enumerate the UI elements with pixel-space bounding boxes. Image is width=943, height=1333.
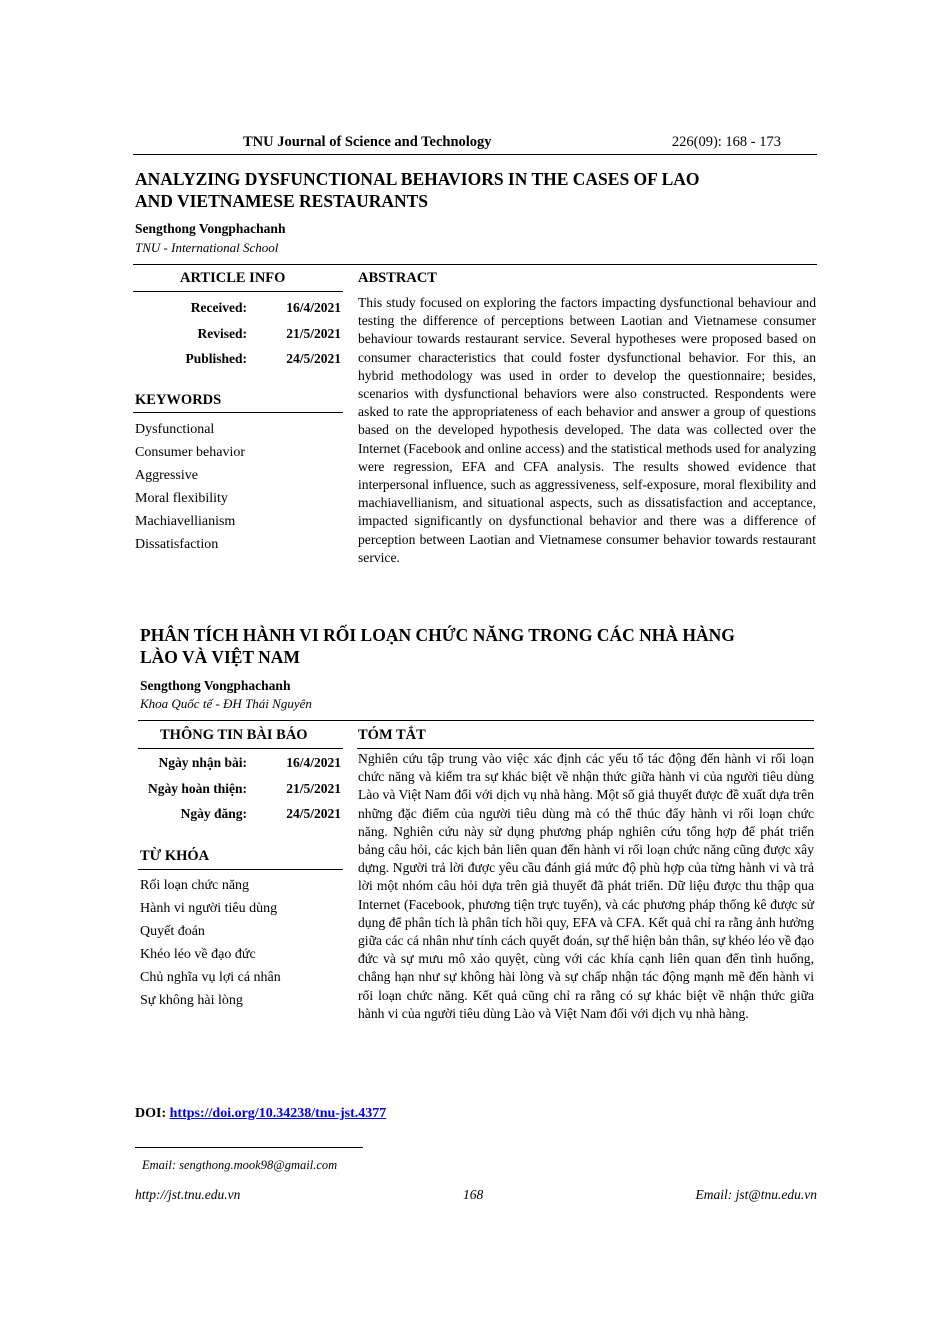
title-en: [135, 168, 815, 212]
doi-link[interactable]: https://doi.org/10.34238/tnu-jst.4377: [169, 1106, 387, 1121]
date-value: 24/5/2021: [286, 806, 341, 821]
keyword: Dissatisfaction: [135, 537, 219, 552]
date-label: Ngày nhận bài:: [158, 755, 247, 770]
volume-pages: 226(09): 168 - 173: [671, 134, 781, 150]
keywords-en: [135, 418, 245, 556]
divider: [138, 869, 343, 870]
abstract-en: This study focused on exploring the factors impacting dysfunctional behaviour and testing the difference of perceptions between Laotian and Vietnamese consumer behaviour towards restaurant service. Several hypotheses were proposed based on consumer characteristics that could foster dysfunctional behavior. For this, an hybrid methodology was used in order to develop the questionnaire; besides, scenarios with dysfunctional behaviors were also constructed. Respondents were asked to rate the appropriateness of each behavior and answer a group of questions based on the developed hypothesis developed. The data was collected over the Internet (Facebook and online access) and the statistical methods used for analyzing were regression, EFA and CFA analysis. The results showed evidence that interpersonal influence, such as aggressiveness, self-exposure, moral flexibility and machiavellianism, and situational aspects, such as dissatisfaction and acceptance, impacted significantly on dysfunctional behavior and there was a difference of perception between Laotian and Vietnamese consumer behavior towards restaurant service.: [358, 295, 816, 565]
title-line: AND VIETNAMESE RESTAURANTS: [135, 191, 429, 211]
keyword: Hành vi người tiêu dùng: [140, 901, 278, 916]
date-label: Ngày hoàn thiện:: [147, 780, 247, 796]
date-label: Ngày đăng:: [180, 806, 247, 821]
date-label: Revised:: [197, 325, 247, 341]
date-value: 16/4/2021: [286, 300, 341, 315]
date-value: 24/5/2021: [286, 351, 341, 366]
title-line: PHÂN TÍCH HÀNH VI RỐI LOẠN CHỨC NĂNG TRONG CÁC NHÀ HÀNG: [140, 625, 735, 645]
keywords-heading-vi: TỪ KHÓA: [140, 848, 210, 864]
title-line: LÀO VÀ VIỆT NAM: [140, 647, 300, 667]
footer-url: http://jst.tnu.edu.vn: [135, 1187, 241, 1202]
keyword: Consumer behavior: [135, 445, 246, 460]
keywords-vi: [140, 874, 281, 1012]
keyword: Sự không hài lòng: [140, 993, 243, 1008]
date-label: Published:: [185, 351, 247, 366]
doi: [135, 1106, 386, 1122]
title-line: ANALYZING DYSFUNCTIONAL BEHAVIORS IN THE CASES OF LAO: [135, 169, 700, 189]
date-value: 21/5/2021: [286, 325, 341, 341]
article-info-heading-vi: THÔNG TIN BÀI BÁO: [160, 727, 308, 743]
abstract-heading: ABSTRACT: [358, 270, 437, 286]
date-label: Received:: [190, 300, 247, 315]
divider: [138, 748, 343, 749]
affiliation-en: TNU - International School: [135, 240, 279, 255]
keyword: Chủ nghĩa vụ lợi cá nhân: [140, 970, 281, 985]
divider: [133, 264, 817, 265]
article-info-heading: ARTICLE INFO: [180, 270, 286, 286]
author-en: Sengthong Vongphachanh: [135, 221, 286, 236]
keyword: Aggressive: [135, 468, 198, 483]
divider: [138, 720, 814, 721]
keyword: Quyết đoán: [140, 924, 205, 939]
dates-vi: [133, 750, 343, 827]
divider: [133, 291, 343, 292]
dates-en: [133, 295, 343, 372]
date-value: 16/4/2021: [286, 755, 341, 770]
affiliation-vi: Khoa Quốc tế - ĐH Thái Nguyên: [140, 696, 312, 711]
keyword: Machiavellianism: [135, 514, 236, 529]
footer-email: Email: jst@tnu.edu.vn: [695, 1187, 817, 1202]
journal-name: TNU Journal of Science and Technology: [243, 134, 492, 150]
abstract-heading-vi: TÓM TẮT: [358, 727, 426, 743]
footnote-email: Email: sengthong.mook98@gmail.com: [142, 1158, 338, 1172]
keyword: Rối loạn chức năng: [140, 878, 250, 893]
keyword: Khéo léo về đạo đức: [140, 947, 256, 962]
author-vi: Sengthong Vongphachanh: [140, 678, 291, 693]
title-vi: [140, 624, 820, 668]
abstract-vi: Nghiên cứu tập trung vào việc xác định các yếu tố tác động đến hành vi rối loạn chức năng và kiểm tra sự khác biệt về nhận thức giữa hành vi của người tiêu dùng Lào và Việt Nam đối với dịch vụ nhà hàng. Một số giả thuyết được đề xuất dựa trên những đặc điểm của người tiêu dùng mà có thể thúc đẩy hành vi rối loạn chức năng. Nghiên cứu này sử dụng phương pháp nghiên cứu tổng hợp để phát triển bảng câu hỏi, các kịch bản liên quan đến hành vi rối loạn chức năng cũng được xây dựng. Người trả lời được yêu cầu đánh giá mức độ phù hợp của từng hành vi và trả lời một nhóm câu hỏi dựa trên giả thuyết đã phát triển. Dữ liệu được thu thập qua Internet (Facebook, phương tiện trực tuyến), và các phương pháp thống kê được sử dụng để phân tích là phân tích hồi quy, EFA và CFA. Kết quả chỉ ra rằng ảnh hưởng giữa các cá nhân như tính cách quyết đoán, sự thể hiện bản thân, sự khéo léo về đạo đức và sự mưu mô xảo quyệt, cùng với các khía cạnh liên quan đến tình huống, chẳng hạn như sự không hài lòng và sự chấp nhận tác động mạnh mẽ đến hành vi rối loạn chức năng. Kết quả cũng chỉ ra rằng có sự khác biệt về nhận thức giữa hành vi của người tiêu dùng Lào và Việt Nam đối với dịch vụ nhà hàng.: [358, 751, 815, 1021]
doi-label: DOI:: [135, 1106, 167, 1121]
running-header: [133, 132, 817, 155]
page-number: 168: [463, 1187, 484, 1202]
date-value: 21/5/2021: [286, 780, 341, 796]
keyword: Moral flexibility: [135, 491, 228, 506]
divider: [133, 412, 343, 413]
divider: [357, 748, 814, 749]
keyword: Dysfunctional: [135, 422, 215, 437]
footnote-rule: [135, 1147, 363, 1148]
keywords-heading: KEYWORDS: [135, 392, 222, 408]
